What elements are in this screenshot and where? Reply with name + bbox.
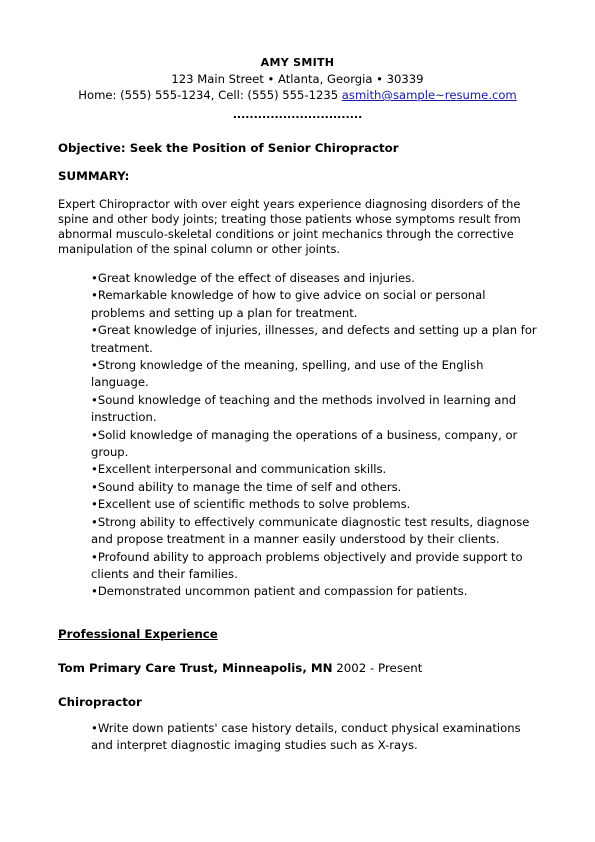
header-divider: ............................... xyxy=(232,108,363,121)
list-item: •Strong knowledge of the meaning, spelling, and use of the English language. xyxy=(91,358,484,390)
list-item: •Sound knowledge of teaching and the methods involved in learning and instruction. xyxy=(91,392,517,425)
list-item: •Great knowledge of the effect of diseases and injuries. xyxy=(91,271,415,285)
list-item: •Remarkable knowledge of how to give advice on social or personal problems and setting up a plan for treatment. xyxy=(91,288,486,320)
duties-list xyxy=(91,720,541,755)
candidate-name: AMY SMITH xyxy=(260,56,335,69)
job-title: Chiropractor xyxy=(58,695,142,709)
list-item: •Strong ability to effectively communicate diagnostic test results, diagnose and propose treatment in a manner easily understood by their clients. xyxy=(91,514,530,547)
list-item: •Excellent use of scientific methods to solve problems. xyxy=(91,497,411,512)
employer-name: Tom Primary Care Trust, Minneapolis, MN xyxy=(58,661,333,675)
summary-heading: SUMMARY: xyxy=(58,169,130,183)
employer-line xyxy=(58,661,538,675)
list-item: •Demonstrated uncommon patient and compassion for patients. xyxy=(91,584,468,599)
employment-dates: 2002 - Present xyxy=(332,661,423,675)
list-item: •Great knowledge of injuries, illnesses, and defects and setting up a plan for treatment. xyxy=(91,323,537,355)
experience-heading: Professional Experience xyxy=(58,627,218,641)
email-link[interactable]: asmith@sample~resume.com xyxy=(341,88,517,102)
contact-line xyxy=(0,87,595,103)
skills-list xyxy=(91,270,541,601)
summary-paragraph: Expert Chiropractor with over eight years experience diagnosing disorders of the spine and other body joints; treating those patients whose symptoms result from abnormal musculo-skeletal conditions or joint mechanics through the corrective manipulation of the spinal column or other joints. xyxy=(58,197,521,256)
phone-numbers: Home: (555) 555-1234, Cell: (555) 555-1235 xyxy=(78,88,342,102)
list-item: •Profound ability to approach problems objectively and provide support to clients and their families. xyxy=(91,549,523,581)
list-item: •Write down patients' case history details, conduct physical examinations and interpret diagnostic imaging studies such as X-rays. xyxy=(91,721,521,753)
list-item: •Solid knowledge of managing the operations of a business, company, or group. xyxy=(91,427,518,460)
resume-header xyxy=(0,55,595,123)
objective-heading: Objective: Seek the Position of Senior Chiropractor xyxy=(58,141,399,155)
list-item: •Excellent interpersonal and communication skills. xyxy=(91,462,387,477)
address-line: 123 Main Street • Atlanta, Georgia • 30339 xyxy=(171,72,424,86)
list-item: •Sound ability to manage the time of self and others. xyxy=(91,479,402,494)
